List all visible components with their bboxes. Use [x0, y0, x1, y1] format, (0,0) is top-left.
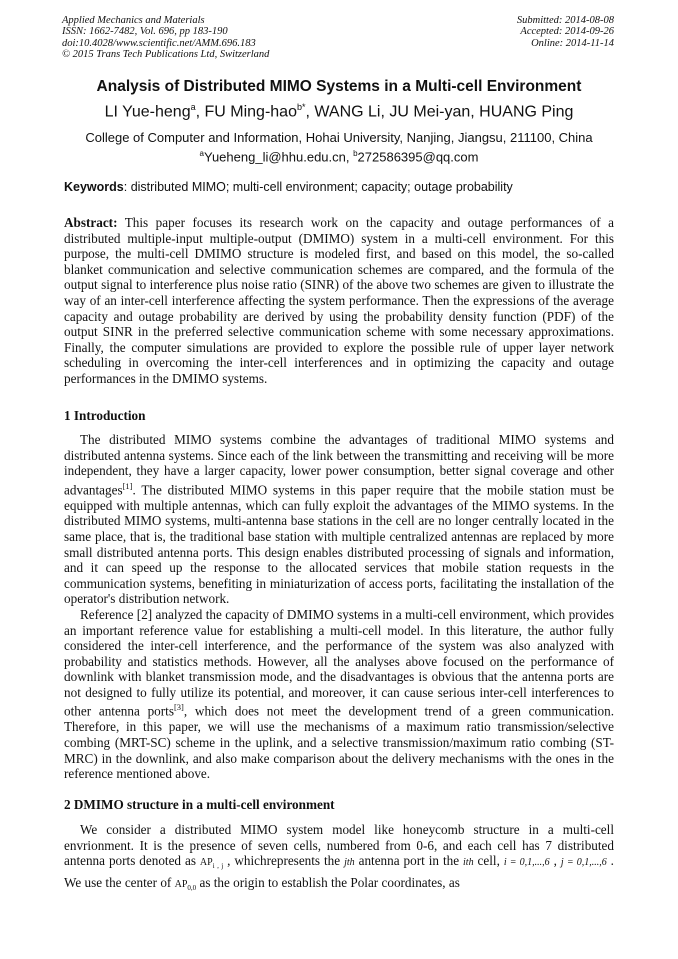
author-marker: a: [190, 102, 196, 112]
paragraph: [64, 432, 614, 607]
dates-info: [517, 15, 614, 49]
section-body: [64, 432, 614, 782]
author-list: [0, 102, 678, 121]
keywords-label: Keywords: [64, 180, 124, 194]
citation: [3]: [173, 702, 184, 713]
paragraph-text: , which does not meet the development trend of a green communication. Therefore, in this paper, we will use the mechanisms of a maximum ratio transmission/selective combing (MRT-SC) scheme in the uplink, and a selective transmission/maximum ratio combing (ST-MRC) in the downlink, and also make comparison about the delivery mechanisms with the ones in the reference mentioned above.: [64, 703, 614, 782]
author-name: LI Yue-heng: [104, 103, 191, 121]
math-expression: i = 0,1,...,6: [503, 857, 550, 869]
keywords: [64, 180, 614, 194]
issn-line: ISSN: 1662-7482, Vol. 696, pp 183-190: [62, 26, 228, 38]
journal-info: [62, 15, 269, 60]
affiliation-line: College of Computer and Information, Hohai University, Nanjing, Jiangsu, 211100, China: [85, 130, 593, 145]
math-symbol: ith: [463, 857, 474, 869]
citation: [1]: [122, 480, 133, 491]
abstract: [64, 215, 614, 387]
section-heading: 1 Introduction: [64, 408, 146, 423]
author-marker: b*: [296, 102, 306, 112]
online-date: Online: 2014-11-14: [531, 37, 614, 49]
math-symbol: jth: [344, 857, 355, 869]
journal-name: Applied Mechanics and Materials: [62, 15, 205, 26]
paragraph-text: as the origin to establish the Polar coordinates, as: [196, 874, 460, 890]
keywords-text: : distributed MIMO; multi-cell environment; capacity; outage probability: [123, 180, 513, 194]
math-symbol: $AP_{i , j}$: [199, 857, 224, 871]
affiliation: [0, 130, 678, 164]
paper-title: Analysis of Distributed MIMO Systems in a Multi-cell Environment: [96, 78, 582, 95]
paragraph-text: . The distributed MIMO systems in this paper require that the mobile station must be equipped with multiple antennas, which can fully exploit the advantages of the MIMO systems. In the distributed MIMO systems, multi-antenna base stations in the cell are no longer centrally located in the same place, that is, the traditional base station with multiple centralized antennas are replaced by more small distributed antenna ports. This design enables distributed processing of signals and information, and it can speed up the response to the allocated services that mobile station requests in the communication systems, benefiting in miniaturization of access ports, facilitating the installation of the operator's distribution network.: [64, 482, 614, 607]
email-line: [0, 146, 678, 165]
paragraph: [64, 607, 614, 782]
paragraph-text: . We use the center of: [64, 853, 614, 890]
abstract-label: Abstract:: [64, 215, 118, 230]
section-body: [64, 822, 614, 896]
abstract-text: This paper focuses its research work on the capacity and outage performances of a distributed multiple-input multiple-output (DMIMO) system in a multi-cell environment. For this purpose, the multi-cell DMIMO structure is modeled first, and based on this model, the so-called blanket communication and selective communication schemes are compared, and the formula of the output signal to interference plus noise ratio (SINR) of the above two schemes are given to illustrate the way of an inter-cell interference affecting the system performance. Then the expressions of the average capacity and outage probability are derived by using the probability density function (PDF) of the output SINR in the preferred selective communication scheme with some necessary approximations. Finally, the computer simulations are provided to explore the possible rule of upper layer network scheduling in overcoming the inter-cell interferences and in optimizing the capacity and outage performances in the DMIMO systems.: [64, 215, 614, 386]
paragraph-text: antenna port in the: [354, 853, 464, 869]
submitted-date: Submitted: 2014-08-08: [516, 15, 614, 26]
doi-line: doi:10.4028/www.scientific.net/AMM.696.183: [62, 37, 256, 49]
email-address: 272586395@qq.com: [357, 148, 479, 164]
paragraph-text: ,: [549, 853, 561, 869]
author-name: , WANG Li, JU Mei-yan, HUANG Ping: [305, 103, 574, 121]
section-heading: 2 DMIMO structure in a multi-cell environment: [64, 797, 335, 812]
math-symbol: $AP_{0,0}$: [174, 878, 197, 892]
paragraph-text: We consider a distributed MIMO system model like honeycomb structure in a multi-cell envrionment. It is the presence of seven cells, numbered from 0-6, and each cell has 7 distributed antenna ports denoted as: [64, 822, 614, 869]
copyright-line: © 2015 Trans Tech Publications Ltd, Switzerland: [62, 48, 270, 60]
email-marker: b: [353, 148, 358, 158]
paragraph: [64, 822, 614, 896]
paragraph-text: Reference [2] analyzed the capacity of DMIMO systems in a multi-cell environment, which provides an important reference value for establishing a multi-cell model. In this literature, the author fully considered the inter-cell interference, and the performance of the system was also analyzed with probability and statistics methods. However, all the analyses above focused on the performance of downlink with blanket transmission mode, and the disadvantages is obvious that the antenna ports are not designed to fully utilize its potential, and moreover, it can cause serious inter-cell interferences to other antenna ports: [64, 606, 614, 719]
paragraph-text: , whichrepresents the: [223, 853, 345, 869]
author-name: , FU Ming-hao: [195, 103, 297, 121]
accepted-date: Accepted: 2014-09-26: [520, 26, 614, 38]
email-address: Yueheng_li@hhu.edu.cn,: [204, 148, 354, 164]
email-marker: a: [199, 148, 204, 158]
paragraph-text: cell,: [473, 853, 500, 869]
paragraph-text: The distributed MIMO systems combine the advantages of traditional MIMO systems and distributed antenna systems. Since each of the link between the transmitting and receiving will be more independent, they have a larger capacity, lower power consumption, better signal coverage and other advantages: [64, 432, 614, 498]
math-expression: j = 0,1,...,6: [560, 857, 607, 869]
